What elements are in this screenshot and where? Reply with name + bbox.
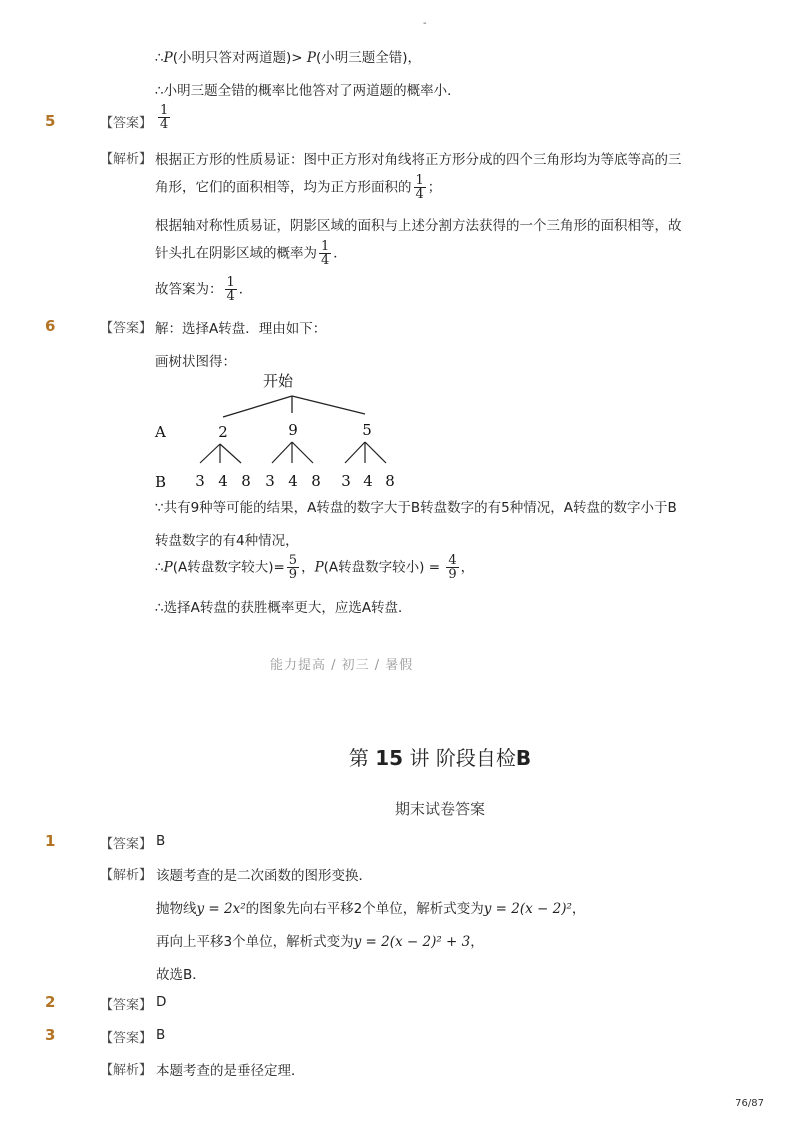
q6-line-3: ∵共有9种等可能的结果，A转盘的数字大于B转盘数字的有5种情况，A转盘的数字小于B	[155, 500, 677, 516]
tree-row-a-label: A	[155, 423, 166, 441]
answer-value: B	[156, 833, 166, 849]
answer-tag: 【答案】	[100, 1031, 153, 1046]
q5-line-5: 故答案为： $\frac{1}{4}$ ．	[155, 275, 253, 304]
section-subtitle: 期末试卷答案	[394, 800, 485, 818]
question-number: 3	[45, 1026, 56, 1044]
q6-line-5: ∴P(A转盘数字较大)= $\frac{5}{9}$ ，P(A转盘数字较小) = $\frac{4}{9}$ ，	[155, 553, 475, 582]
q6-line-4: 转盘数字的有4种情况，	[155, 533, 299, 549]
question-number: 2	[45, 993, 56, 1011]
tree-b-leaf: 4	[288, 472, 298, 490]
analysis-tag: 【解析】	[100, 1063, 153, 1078]
tree-a-node: 5	[362, 421, 372, 439]
top-line-1: ∴P(小明只答对两道题)> P(小明三题全错)，	[155, 50, 421, 66]
q1-line-2: 抛物线y = 2x²的图象先向右平移2个单位，解析式变为y = 2(x − 2)²，	[156, 901, 586, 917]
q3-line-1: 本题考查的是垂径定理．	[156, 1063, 305, 1079]
q6-line-6: ∴选择A转盘的获胜概率更大，应选A转盘．	[155, 600, 412, 616]
q5-line-3: 根据轴对称性质易证，阴影区域的面积与上述分割方法获得的一个三角形的面积相等，故	[155, 218, 682, 234]
tree-b-leaf: 8	[385, 472, 395, 490]
answer-value: B	[156, 1027, 166, 1043]
answer-tag: 【答案】	[100, 321, 153, 336]
q6-line-2: 画树状图得：	[155, 354, 236, 370]
analysis-tag: 【解析】	[100, 868, 153, 883]
answer-tag: 【答案】	[100, 998, 153, 1013]
section-title: 第 15 讲 阶段自检B	[348, 746, 532, 770]
tree-b-leaf: 3	[195, 472, 205, 490]
answer-value: D	[156, 994, 167, 1010]
question-number: 6	[45, 317, 56, 335]
tree-root: 开始	[262, 372, 294, 390]
q6-line-1: 解：选择A转盘．理由如下：	[155, 321, 327, 337]
q1-line-4: 故选B．	[156, 967, 206, 983]
tree-a-node: 9	[288, 421, 298, 439]
tree-b-leaf: 8	[241, 472, 251, 490]
question-number: 1	[45, 832, 56, 850]
breadcrumb: 能力提高 / 初三 / 暑假	[270, 658, 414, 673]
tree-b-leaf: 4	[218, 472, 228, 490]
tree-b-leaf: 3	[265, 472, 275, 490]
tree-b-leaf: 3	[341, 472, 351, 490]
q1-line-1: 该题考查的是二次函数的图形变换．	[156, 868, 372, 884]
header-mark: -	[423, 18, 427, 29]
tree-row-b-label: B	[155, 473, 167, 491]
analysis-tag: 【解析】	[100, 152, 153, 167]
q5-line-1: 根据正方形的性质易证：图中正方形对角线将正方形分成的四个三角形均为等底等高的三	[155, 152, 682, 168]
answer-tag: 【答案】	[100, 837, 153, 852]
q5-line-4: 针头扎在阴影区域的概率为 $\frac{1}{4}$ ．	[155, 239, 347, 268]
q5-line-2: 角形，它们的面积相等，均为正方形面积的 $\frac{1}{4}$ ；	[155, 173, 442, 202]
answer-fraction: $\frac{1}{4}$	[160, 103, 169, 132]
answer-tag: 【答案】	[100, 116, 153, 131]
tree-b-leaf: 8	[311, 472, 321, 490]
top-line-2: ∴小明三题全错的概率比他答对了两道题的概率小．	[155, 83, 461, 99]
tree-diagram	[150, 366, 410, 492]
tree-b-leaf: 4	[363, 472, 373, 490]
question-number: 5	[45, 112, 56, 130]
q1-line-3: 再向上平移3个单位，解析式变为y = 2(x − 2)² + 3，	[156, 934, 484, 950]
tree-a-node: 2	[218, 423, 228, 441]
page-number: 76/87	[735, 1098, 764, 1109]
